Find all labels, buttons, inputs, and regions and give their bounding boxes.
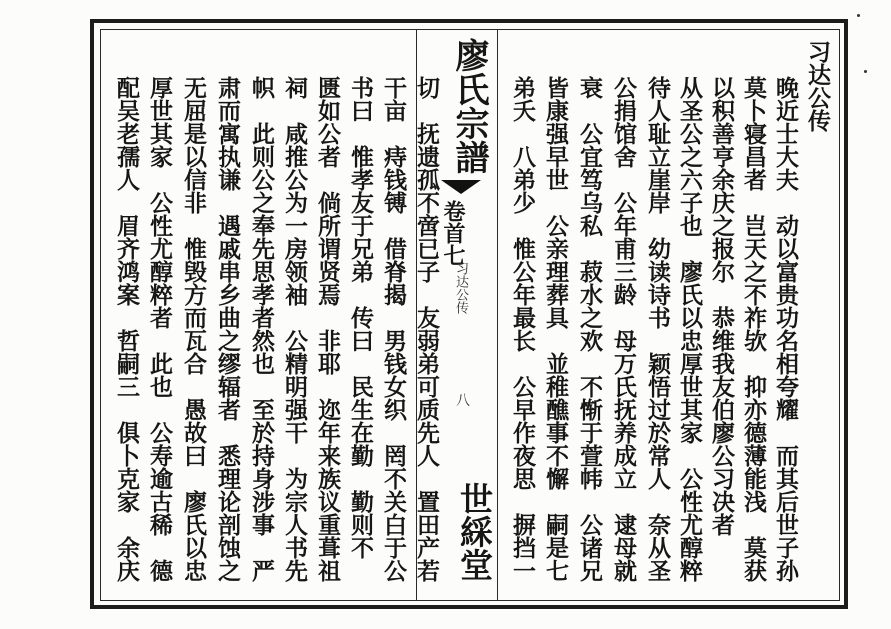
text-column: 厚世其家 公性尤醇粹者 此也 公寿逾古稀 德	[146, 76, 173, 582]
text-column: 无屈是以信非 惟毁方而瓦合 愚故曰 廖氏以忠	[180, 76, 207, 582]
scan-speck	[857, 14, 860, 17]
text-column: 公捐馆舍 公年甫三龄 母万氏抚养成立 逮母就	[610, 76, 637, 582]
section-note: 习达公传	[453, 262, 468, 314]
volume-label: 卷首七	[440, 200, 466, 266]
text-column: 书曰 惟孝友于兄弟 传曰 民生在勤 勤则不	[347, 76, 374, 559]
hall-name: 世綵堂	[455, 482, 494, 581]
text-column: 晚近士大夫 动以富贵功名相夸耀 而其后世子孙	[772, 76, 799, 582]
text-column: 从圣公之六子也 廖氏以忠厚世其家 公性尤醇粹	[676, 76, 703, 582]
text-column: 以积善亨余庆之报尔 恭维我友伯廖公习决者	[708, 76, 735, 536]
text-column: 皆康强早世 公亲理葬具 並稚醮事不懈 嗣是七	[542, 76, 569, 582]
text-column: 待人耻立崖岸 幼读诗书 颖悟过於常人 奈从圣	[644, 76, 671, 582]
text-column: 衰 公宜笃乌私 菽水之欢 不惭于萱帏 公诸兄	[576, 76, 603, 582]
text-column: 配吴老孺人 眉齐鸿案 哲嗣三 俱卜克家 余庆	[113, 76, 140, 582]
text-column: 切 抚遗孤不啻已子 友弱弟可质先人 置田产若	[413, 76, 440, 582]
text-column: 匮如公者 倘所谓贤焉 非耶 迩年来族议重葺祖	[314, 76, 341, 582]
text-column: 帜 此则公之奉先思孝者然也 至於持身涉事 严	[248, 76, 275, 582]
text-column: 弟夭 八弟少 惟公年最长 公早作夜思 摒挡一	[509, 76, 536, 582]
text-column: 祠 咸推公为一房领袖 公精明强干 为宗人书先	[281, 76, 308, 582]
biography-title: 习达公传	[804, 40, 831, 132]
text-column: 肃而寓执谦 遇戚串乡曲之缪辐者 悉理论剖蚀之	[214, 76, 241, 582]
book-title: 廖氏宗譜	[449, 38, 489, 174]
page-number: 八	[456, 393, 470, 409]
text-column: 干亩 痔钱镈 借脊揭 男钱女织 罔不关白于公	[380, 76, 407, 582]
text-column: 莫卜寝昌者 岂天之不祚欤 抑亦德薄能浅 莫获	[740, 76, 767, 582]
scan-speck	[864, 70, 867, 73]
